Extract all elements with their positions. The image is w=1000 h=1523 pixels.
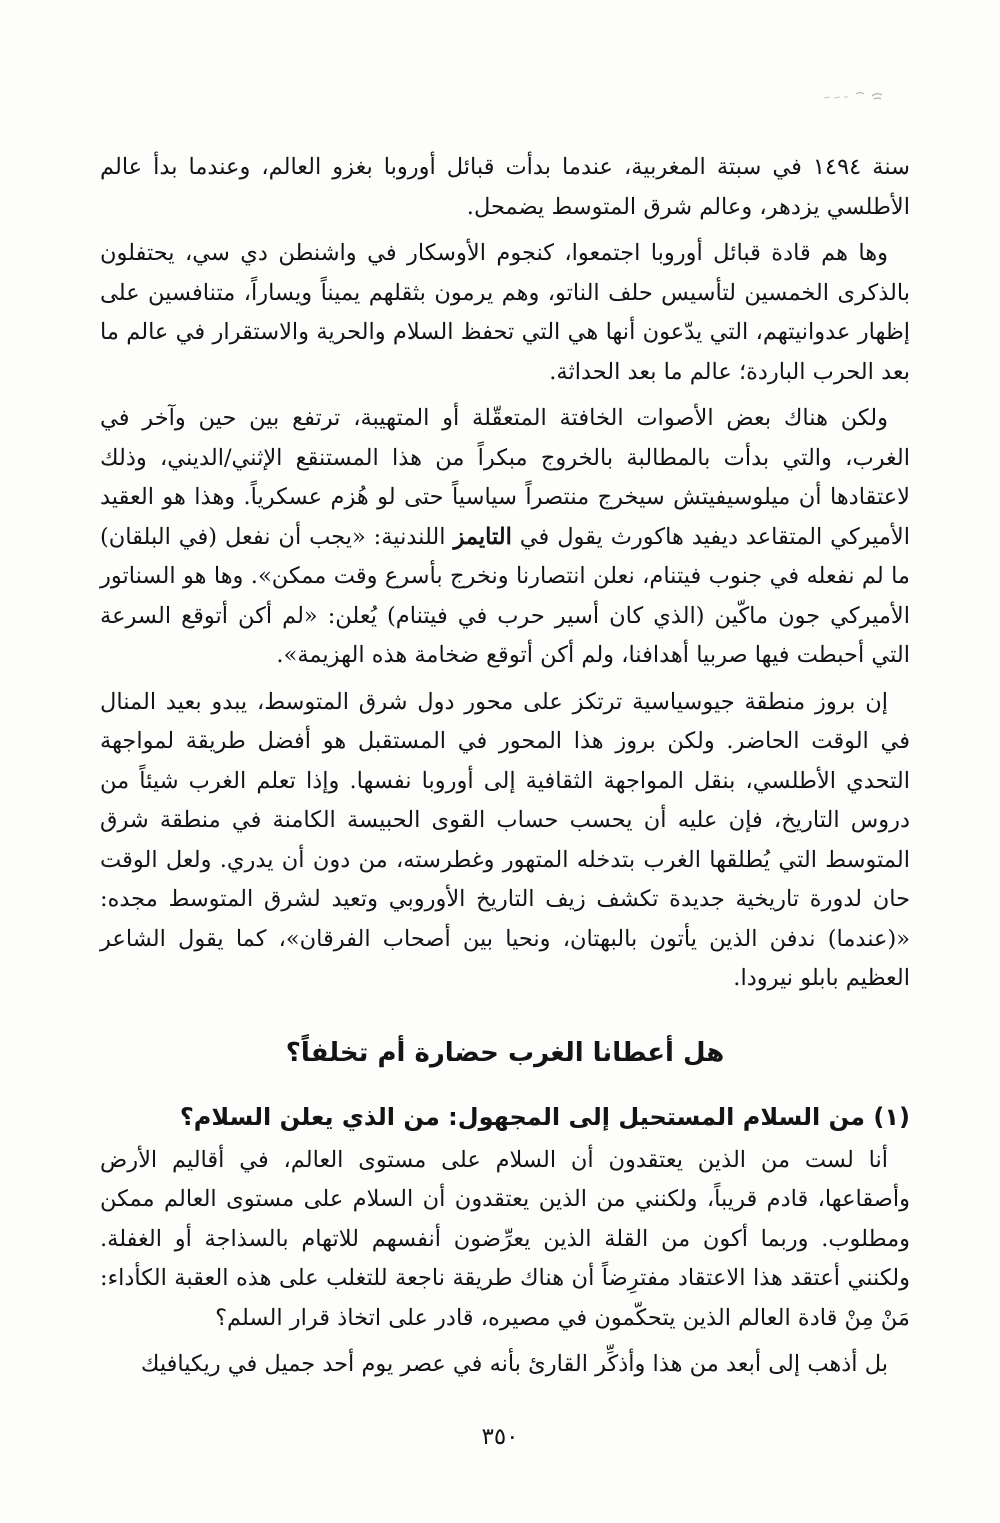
- section-title: هل أعطانا الغرب حضارة أم تخلفاً؟: [285, 1037, 725, 1068]
- paragraph-nato-leaders: وها هم قادة قبائل أوروبا اجتمعوا، كنجوم الأوسكار في واشنطن دي سي، يحتفلون بالذكرى الخمسين لتأسيس حلف الناتو، وهم يرمون بثقلهم يميناً ويساراً، متنافسين على إظهار عدوانيتهم، التي يدّعون أنها هي التي تحفظ السلام والحرية والاستقرار في عالم ما بعد الحرب الباردة؛ عالم ما بعد الحداثة.: [100, 240, 910, 385]
- paragraph-geopolitical-region: إن بروز منطقة جيوسياسية ترتكز على محور دول شرق المتوسط، يبدو بعيد المنال في الوقت الحاضر. ولكن بروز هذا المحور في المستقبل هو أفضل طريقة لمواجهة التحدي الأطلسي، بنقل المواجهة الثقافية إلى أوروبا نفسها. وإذا تعلم الغرب شيئاً من دروس التاريخ، فإن عليه أن يحسب حساب القوى الحبيسة الكامنة في منطقة شرق المتوسط التي يُطلقها الغرب بتدخله المتهور وغطرسته، من دون أن يدري. ولعل الوقت حان لدورة تاريخية جديدة تكشف زيف التاريخ الأوروبي وتعيد لشرق المتوسط مجده: «(عندما) ندفن الذين يأتون بالبهتان، ونحيا بين أصحاب الفرقان»، كما يقول الشاعر العظيم بابلو نيرودا.: [100, 688, 910, 991]
- paragraph-reykjavik: بل أذهب إلى أبعد من هذا وأذكِّر القارئ بأنه في عصر يوم أحد جميل في ريكيافيك: [140, 1351, 888, 1377]
- paragraph-voices-text-after: اللندنية: «يجب أن نفعل (في البلقان) ما لم نفعله في جنوب فيتنام، نعلن انتصارنا ونخرج بأسرع وقت ممكن». وها هو السناتور الأميركي جون ماكّين (الذي كان أسير حرب في فيتنام) يُعلن: «لم أكن أتوقع السرعة التي أحبطت فيها صربيا أهدافنا، ولم أكن أتوقع ضخامة هذه الهزيمة».: [100, 523, 910, 668]
- page-number: ٣٥٠: [481, 1424, 519, 1450]
- paragraph-continuation: سنة ١٤٩٤ في سبتة المغربية، عندما بدأت قبائل أوروبا بغزو العالم، وعندما بدأ عالم الأطلسي يزدهر، وعالم شرق المتوسط يضمحل.: [100, 154, 910, 220]
- newspaper-name-times: التايمز: [453, 523, 512, 550]
- page-body: [100, 148, 910, 1392]
- scan-artifact-mark: [822, 86, 884, 102]
- paragraph-world-peace: أنا لست من الذين يعتقدون أن السلام على مستوى العالم، في أقاليم الأرض وأصقاعها، قادم قريباً، ولكنني من الذين يعتقدون أن السلام على مستوى العالم ممكن ومطلوب. وربما أكون من القلة الذين يعرِّضون أنفسهم للاتهام بالسذاجة أو الغفلة. ولكنني أعتقد هذا الاعتقاد مفترِضاً أن هناك طريقة ناجعة للتغلب على هذه العقبة الكأداء: مَنْ مِنْ قادة العالم الذين يتحكّمون في مصيره، قادر على اتخاذ قرار السلم؟: [100, 1146, 910, 1331]
- paragraph-voices-text-before: ولكن هناك بعض الأصوات الخافتة المتعقّلة أو المتهيبة، ترتفع بين حين وآخر في الغرب، والتي بدأت بالمطالبة بالخروج مبكراً من هذا المستنقع الإثني/الديني، وذلك لاعتقادها أن ميلوسيفيتش سيخرج منتصراً سياسياً حتى لو هُزم عسكرياً. وهذا هو العقيد الأميركي المتقاعد ديفيد هاكورث يقول في: [100, 405, 910, 550]
- subsection-title: (١) من السلام المستحيل إلى المجهول: من الذي يعلن السلام؟: [179, 1102, 910, 1131]
- paragraph-voices-in-west: [100, 399, 910, 676]
